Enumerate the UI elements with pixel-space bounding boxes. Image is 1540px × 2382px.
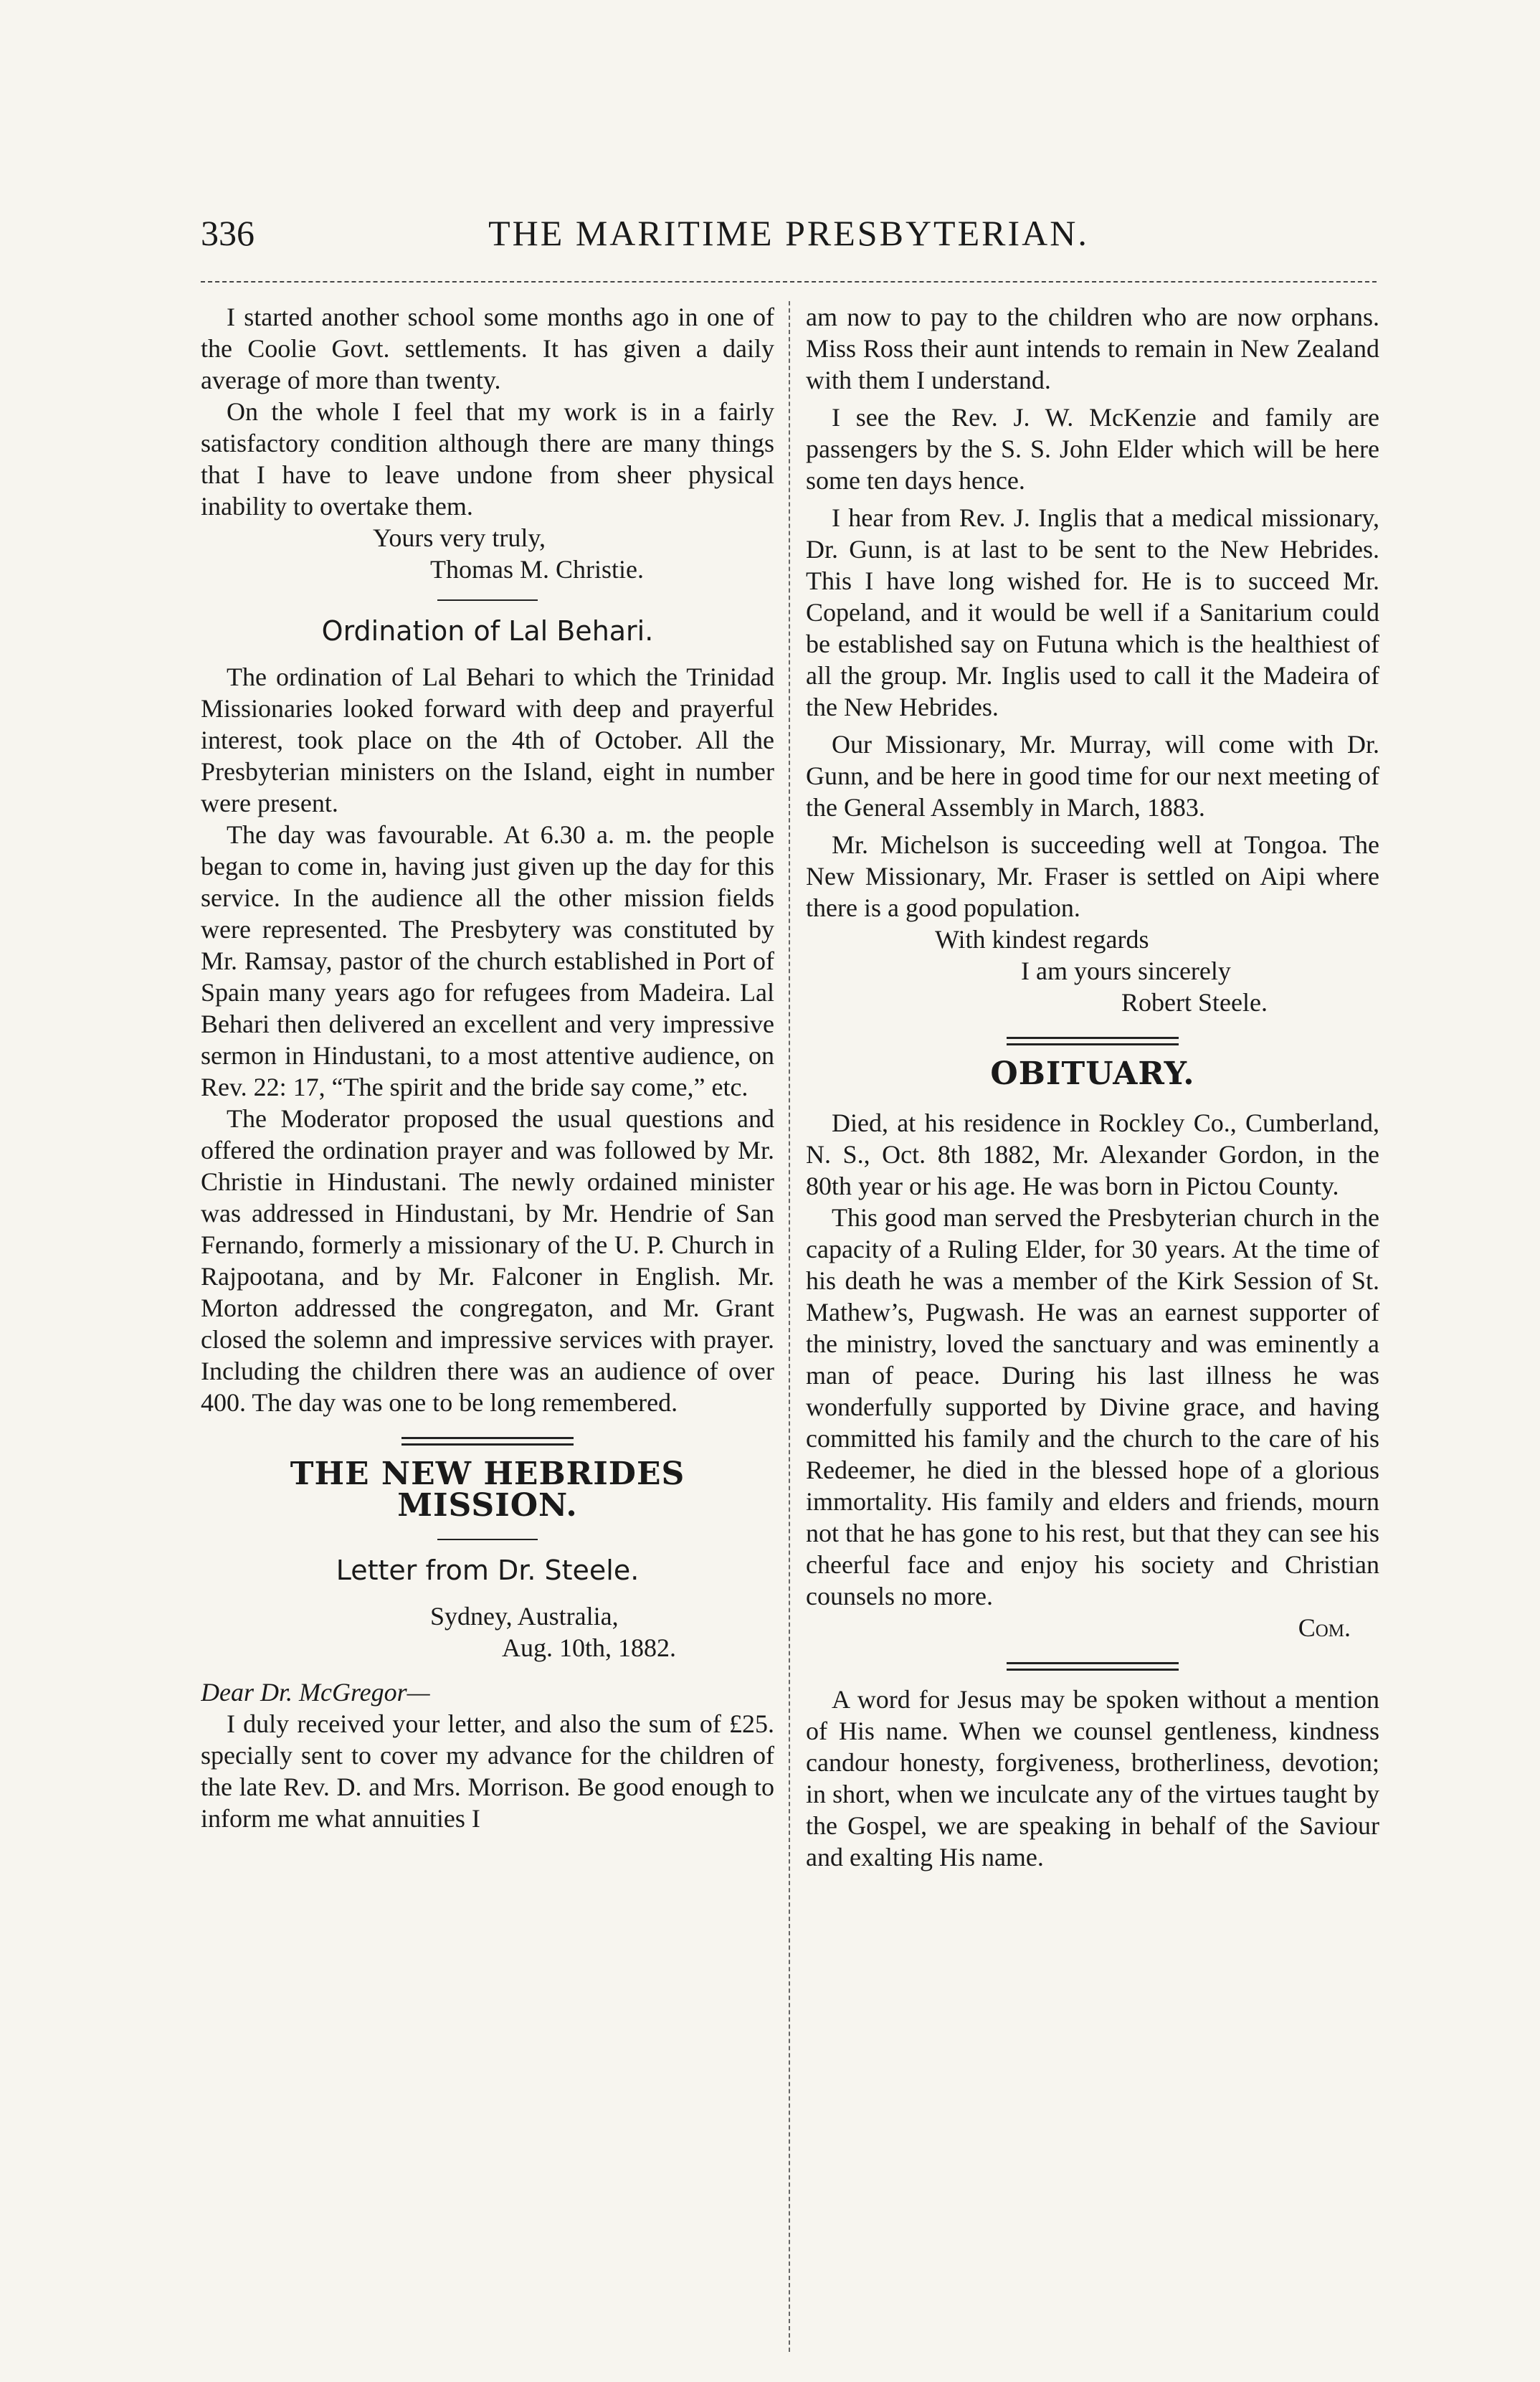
running-title: THE MARITIME PRESBYTERIAN.	[488, 213, 1089, 253]
letter-closing: I am yours sincerely	[1021, 957, 1231, 985]
ordination-paragraph: The ordination of Lal Behari to which the Trinidad Missionaries looked forward with deep and prayerful interest, took place on the 4th of October. All the Presbyterian ministers on the Island, eight in number were present.	[201, 663, 774, 817]
word-for-jesus-paragraph: A word for Jesus may be spoken without a mention of His name. When we counsel gentleness, kindness candour honesty, forgiveness, brotherliness, devotion; in short, when we inculcate any of the virtues taught by the Gospel, we are speaking in behalf of the Saviour and exalting His name.	[806, 1685, 1379, 1871]
ordination-paragraph: The day was favourable. At 6.30 a. m. the people began to come in, having just given up the day for this service. In the audience all the other mission fields were represented. The Presbytery was constituted by Mr. Ramsay, pastor of the church established in Port of Spain many years ago for refugees from Madeira. Lal Behari then delivered an excellent and very impressive sermon in Hindustani, to a most attentive audience, on Rev. 22: 17, “The spirit and the bride say come,” etc.	[201, 820, 774, 1101]
page-header	[201, 212, 1377, 270]
letter-date: Aug. 10th, 1882.	[502, 1633, 676, 1662]
obituary-paragraph: Died, at his residence in Rockley Co., Cumberland, N. S., Oct. 8th 1882, Mr. Alexander Gordon, in the 80th year or his age. He was born in Pictou County.	[806, 1109, 1379, 1200]
steele-letter-paragraph: I hear from Rev. J. Inglis that a medical missionary, Dr. Gunn, is at last to be sent to the New Hebrides. This I have long wished for. He is to succeed Mr. Copeland, and it would be well if a Sanitarium could be established say on Futuna which is the healthiest of all the group. Mr. Inglis used to call it the Madeira of the New Hebrides.	[806, 503, 1379, 721]
section-rule	[437, 1539, 538, 1540]
mission-heading: THE NEW HEBRIDES MISSION.	[290, 1456, 685, 1524]
letter-place: Sydney, Australia,	[430, 1602, 619, 1631]
section-double-rule	[1007, 1662, 1179, 1671]
obituary-signature: Com.	[1298, 1613, 1351, 1642]
section-rule	[437, 599, 538, 601]
steele-letter-paragraph: I see the Rev. J. W. McKenzie and family are passengers by the S. S. John Elder which will be here some ten days hence.	[806, 403, 1379, 495]
steele-letter-paragraph: Mr. Michelson is succeeding well at Tongoa. The New Missionary, Mr. Fraser is settled on Aipi where there is a good population.	[806, 830, 1379, 922]
ordination-paragraph: The Moderator proposed the usual questions and offered the ordination prayer and was followed by Mr. Christie in Hindustani. The newly ordained minister was addressed in Hindustani, by Mr. Hendrie of San Fernando, formerly a missionary of the U. P. Church in Rajpootana, and by Mr. Falconer in English. Mr. Morton addressed the congregaton, and Mr. Grant closed the solemn and impressive services with prayer. Including the children there was an audience of over 400. The day was one to be long remembered.	[201, 1104, 774, 1417]
christie-letter-paragraph: On the whole I feel that my work is in a fairly satisfactory condition although there are many things that I have to leave undone from sheer physical inability to overtake them.	[201, 397, 774, 521]
letter-closing: Yours very truly,	[373, 523, 546, 552]
letter-closing: With kindest regards	[935, 925, 1149, 954]
page-number: 336	[201, 213, 255, 253]
section-double-rule	[401, 1437, 574, 1446]
christie-letter-paragraph: I started another school some months ago in one of the Coolie Govt. settlements. It has given a daily average of more than twenty.	[201, 303, 774, 394]
column-divider	[789, 301, 790, 2352]
obituary-paragraph: This good man served the Presbyterian church in the capacity of a Ruling Elder, for 30 years. At the time of his death he was a member of the Kirk Session of St. Mathew’s, Pugwash. He was an earnest supporter of the ministry, loved the sanctuary and was eminently a man of peace. During his last illness he was wonderfully supported by Divine grace, and having committed his family and the church to the care of his Redeemer, he died in the blessed hope of a glorious immortality. His family and elders and friends, mourn not that he has gone to his rest, but that they can see his cheerful face and enjoy his society and Christian counsels no more.	[806, 1203, 1379, 1610]
letter-signature: Thomas M. Christie.	[430, 555, 644, 584]
letter-salutation: Dear Dr. McGregor—	[201, 1678, 430, 1707]
letter-heading: Letter from Dr. Steele.	[336, 1555, 640, 1586]
steele-letter-paragraph: am now to pay to the children who are now orphans. Miss Ross their aunt intends to remain in New Zealand with them I understand.	[806, 303, 1379, 394]
right-column	[806, 301, 1379, 2352]
section-double-rule	[1007, 1037, 1179, 1045]
header-rule	[201, 281, 1377, 283]
left-column	[201, 301, 774, 2352]
letter-signature: Robert Steele.	[1121, 988, 1268, 1017]
steele-letter-paragraph: Our Missionary, Mr. Murray, will come with Dr. Gunn, and be here in good time for our next meeting of the General Assembly in March, 1883.	[806, 730, 1379, 822]
obituary-heading: OBITUARY.	[990, 1055, 1195, 1092]
steele-letter-paragraph: I duly received your letter, and also the sum of £25. specially sent to cover my advance for the children of the late Rev. D. and Mrs. Morrison. Be good enough to inform me what annuities I	[201, 1709, 774, 1833]
ordination-heading: Ordination of Lal Behari.	[321, 615, 654, 647]
